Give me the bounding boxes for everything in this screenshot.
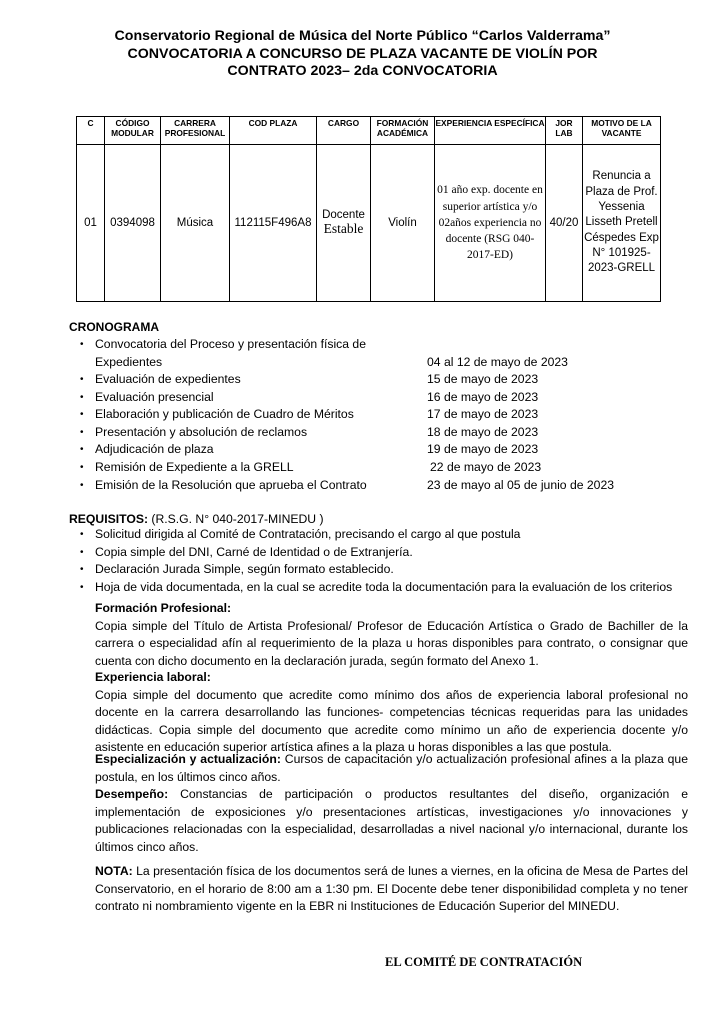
list-item: [80, 406, 640, 424]
header-jornada: JOR LAB: [546, 117, 583, 145]
cronograma-item-text: Elaboración y publicación de Cuadro de Méritos: [95, 407, 354, 422]
list-item: [80, 544, 690, 562]
cronograma-item-text: Convocatoria del Proceso y presentación física de Expedientes: [95, 337, 366, 369]
cell-motivo: Renuncia a Plaza de Prof. Yessenia Lisseth Pretell Céspedes Exp N° 101925-2023-GRELL: [583, 145, 661, 302]
header-carrera: CARRERA PROFESIONAL: [161, 117, 230, 145]
cronograma-item-text: Emisión de la Resolución que aprueba el Contrato: [95, 477, 367, 492]
cell-c: 01: [77, 145, 105, 302]
cell-codigo-modular: 0394098: [105, 145, 161, 302]
list-item: [80, 371, 640, 389]
requisito-text: Declaración Jurada Simple, según formato establecido.: [95, 562, 394, 576]
cronograma-item-date: 23 de mayo al 05 de junio de 2023: [427, 477, 615, 492]
requisitos-list: [80, 526, 690, 596]
cargo-line-1: Docente: [322, 209, 365, 221]
especializacion-title: Especialización y actualización:: [95, 752, 281, 766]
cronograma-item-text: Evaluación presencial: [95, 389, 214, 404]
formacion-section: [95, 600, 688, 670]
cronograma-item-text: Presentación y absolución de reclamos: [95, 424, 308, 439]
bullet-icon: •: [80, 409, 84, 421]
document-header: [0, 28, 725, 81]
requisito-text: Solicitud dirigida al Comité de Contratación, precisando el cargo al que postula: [95, 527, 521, 541]
bullet-icon: •: [80, 374, 84, 385]
nota-text: La presentación física de los documentos será de lunes a viernes, en la oficina de Mesa de Partes del Conservatorio, en el horario de 8:00 am a 1:30 pm. El Docente debe tener disponibilidad completa y no tener contrato ni nombramiento vigente en la EBR ni Instituciones de Educación Superior del MINEDU.: [95, 864, 688, 913]
bullet-icon: •: [80, 564, 84, 575]
cronograma-item-text: Evaluación de expedientes: [95, 372, 241, 386]
desempeno-title: Desempeño:: [95, 787, 169, 801]
list-item: [80, 459, 640, 477]
bullet-icon: •: [80, 529, 84, 540]
header-c: C: [77, 117, 105, 145]
bullet-icon: •: [80, 426, 84, 438]
header-experiencia: EXPERIENCIA ESPECÍFICA: [435, 117, 546, 145]
bullet-icon: •: [80, 391, 84, 403]
cell-experiencia: 01 año exp. docente en superior artística y/o 02años experiencia no docente (RSG 040-2017-ED): [435, 145, 546, 302]
header-cod-plaza: COD PLAZA: [230, 117, 317, 145]
cronograma-item-text: Remisión de Expediente a la GRELL: [95, 459, 294, 474]
cell-cod-plaza: 112115F496A8: [230, 145, 317, 302]
desempeno-section: [95, 786, 688, 856]
cronograma-list: [80, 336, 640, 494]
list-item: [80, 336, 640, 371]
bullet-icon: •: [80, 581, 84, 593]
header-motivo: MOTIVO DE LA VACANTE: [583, 117, 661, 145]
header-title: CONVOCATORIA A CONCURSO DE PLAZA VACANTE DE VIOLÍN POR: [127, 45, 598, 62]
bullet-icon: •: [80, 479, 84, 491]
cell-formacion: Violín: [371, 145, 435, 302]
cell-cargo: [317, 145, 371, 302]
requisito-text: Copia simple del DNI, Carné de Identidad o de Extranjería.: [95, 544, 413, 559]
cronograma-item-date: 17 de mayo de 2023: [427, 407, 539, 422]
bullet-icon: •: [80, 339, 84, 350]
requisitos-heading: [69, 512, 324, 526]
bullet-icon: •: [80, 546, 84, 558]
bullet-icon: •: [80, 461, 84, 473]
header-institution: Conservatorio Regional de Música del Norte Público “Carlos Valderrama”: [114, 28, 611, 44]
cronograma-item-date: 16 de mayo de 2023: [427, 389, 539, 404]
cell-jornada: 40/20: [546, 145, 583, 302]
requisitos-ref: (R.S.G. N° 040-2017-MINEDU ): [148, 512, 324, 526]
header-codigo-modular: CÓDIGO MODULAR: [105, 117, 161, 145]
bullet-icon: •: [80, 444, 84, 456]
requisitos-title: REQUISITOS:: [69, 512, 149, 526]
list-item: [80, 579, 690, 597]
list-item: [80, 389, 640, 407]
cronograma-item-date: 19 de mayo de 2023: [427, 442, 539, 457]
experiencia-text: Copia simple del documento que acredite como mínimo dos años de experiencia laboral profesional no docente en la carrera desarrollando las funciones- competencias técnicas requeridas para las unidades didácticas. Copia simple del documento que acredite como mínimo un año de experiencia docente y/o asistente en educación superior artística afines a la plaza u horas disponibles a las que postula.: [95, 687, 688, 754]
cronograma-item-date: 22 de mayo de 2023: [430, 459, 542, 474]
especializacion-text: Cursos de capacitación y/o actualización profesional afines a la plaza que postula, en los últimos cinco años.: [95, 752, 688, 784]
signature-committee: EL COMITÉ DE CONTRATACIÓN: [385, 955, 583, 969]
list-item: [80, 526, 690, 544]
experiencia-title: Experiencia laboral:: [95, 670, 211, 684]
vacancy-table: [76, 116, 661, 302]
list-item: [80, 441, 640, 459]
formacion-text: Copia simple del Título de Artista Profesional/ Profesor de Educación Artística o Grado de Bachiller de la carrera o especialidad afín al requerimiento de la plaza u horas disponibles para contrato, o consignar que cuenta con dicho documento en la declaración jurada, según formato del Anexo 1.: [95, 618, 688, 668]
cronograma-item-text: Adjudicación de plaza: [95, 442, 214, 457]
cronograma-item-date: 15 de mayo de 2023: [427, 372, 539, 386]
header-subtitle: CONTRATO 2023– 2da CONVOCATORIA: [227, 63, 498, 79]
desempeno-text: Constancias de participación o productos resultantes del diseño, organización e implementación de exposiciones y/o presentaciones artísticas, investigaciones y/o innovaciones y publicaciones relacionadas con la especialidad, desarrolladas a nivel nacional y/o internacional, durante los últimos cinco años.: [95, 787, 688, 854]
header-cargo: CARGO: [317, 117, 371, 145]
list-item: [80, 424, 640, 442]
table-row: [77, 145, 661, 302]
especializacion-section: [95, 751, 688, 786]
header-formacion: FORMACIÓN ACADÉMICA: [371, 117, 435, 145]
requisito-text: Hoja de vida documentada, en la cual se acredite toda la documentación para la evaluación de los criterios: [95, 579, 673, 594]
nota-label: NOTA:: [95, 864, 133, 878]
formacion-title: Formación Profesional:: [95, 601, 232, 615]
cell-carrera: Música: [161, 145, 230, 302]
experiencia-section: [95, 669, 688, 757]
cronograma-item-date: 04 al 12 de mayo de 2023: [427, 354, 568, 369]
cargo-line-2: Estable: [323, 221, 364, 236]
nota-section: [95, 863, 688, 916]
cronograma-title: CRONOGRAMA: [69, 320, 159, 334]
table-header-row: [77, 117, 661, 145]
list-item: [80, 477, 640, 495]
list-item: [80, 561, 690, 579]
cronograma-item-date: 18 de mayo de 2023: [427, 424, 539, 439]
